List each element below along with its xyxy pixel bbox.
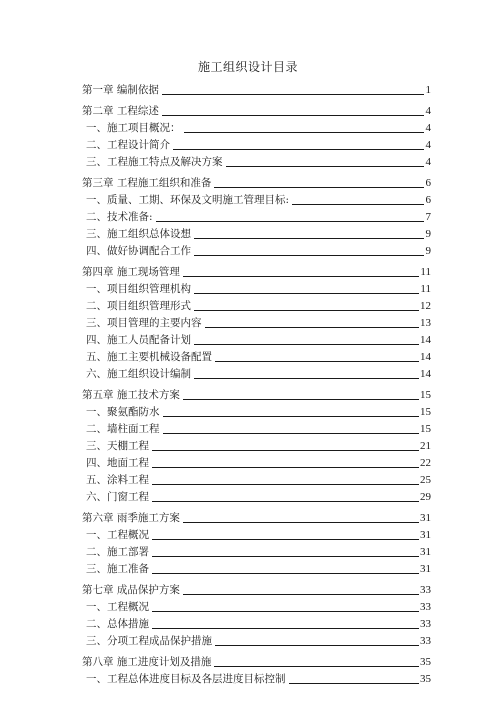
toc-entry-label: 四、施工人员配备计划 (86, 334, 191, 346)
toc-page-number: 35 (420, 673, 431, 685)
toc-leader-line (152, 483, 419, 485)
toc-entry-label: 三、工程施工特点及解决方案 (86, 156, 223, 168)
toc-entry-label: 第四章 施工现场管理 (82, 266, 180, 278)
toc-entry-label: 第一章 编制依据 (82, 84, 159, 96)
toc-section-entry (82, 224, 431, 241)
toc-entry-label: 三、施工准备 (86, 563, 149, 575)
toc-leader-line (226, 165, 425, 167)
toc-leader-line (214, 665, 419, 667)
toc-leader-line (152, 555, 419, 557)
toc-entry-label: 二、墙柱面工程 (86, 423, 160, 435)
toc-entry-label: 第六章 雨季施工方案 (82, 512, 180, 524)
toc-section-entry (82, 135, 431, 152)
toc-page-number: 15 (420, 423, 431, 435)
toc-chapter-entry (82, 173, 431, 190)
toc-page-number: 31 (420, 529, 431, 541)
toc-leader-line (152, 466, 419, 468)
toc-leader-line (152, 627, 419, 629)
toc-section-entry (82, 614, 431, 631)
toc-leader-line (183, 398, 419, 400)
toc-entry-label: 二、技术准备: (86, 211, 153, 223)
toc-page-number: 35 (420, 656, 431, 668)
toc-section-entry (82, 419, 431, 436)
toc-entry-label: 四、地面工程 (86, 457, 149, 469)
toc-leader-line (194, 377, 419, 379)
toc-page-number: 33 (420, 618, 431, 630)
toc-leader-line (292, 203, 424, 205)
toc-section-entry (82, 669, 431, 686)
toc-page-number: 1 (425, 84, 431, 96)
toc-section-entry (82, 190, 431, 207)
toc-section-entry (82, 597, 431, 614)
toc-leader-line (156, 220, 424, 222)
toc-page-number: 9 (425, 245, 431, 257)
toc-leader-line (194, 254, 424, 256)
toc-entry-label: 四、做好协调配合工作 (86, 245, 191, 257)
toc-leader-line (289, 682, 420, 684)
toc-leader-line (183, 521, 419, 523)
toc-leader-line (194, 343, 419, 345)
toc-section-entry (82, 118, 431, 135)
toc-page-number: 14 (420, 351, 431, 363)
toc-page-number: 11 (420, 283, 431, 295)
toc-section-entry (82, 487, 431, 504)
toc-section-entry (82, 453, 431, 470)
toc-chapter-entry (82, 80, 431, 97)
toc-page-number: 31 (420, 512, 431, 524)
toc-page-number: 4 (425, 105, 431, 117)
toc-page-number: 6 (425, 194, 431, 206)
toc-leader-line (214, 186, 424, 188)
toc-page-number: 7 (425, 211, 431, 223)
toc-leader-line (152, 572, 419, 574)
toc-leader-line (215, 644, 419, 646)
toc-section-entry (82, 364, 431, 381)
toc-page-number: 21 (420, 440, 431, 452)
toc-section-entry (82, 207, 431, 224)
toc-entry-label: 一、工程总体进度目标及各层进度目标控制 (86, 673, 286, 685)
toc-page-number: 15 (420, 389, 431, 401)
toc-page-number: 33 (420, 601, 431, 613)
toc-leader-line (162, 114, 424, 116)
toc-leader-line (183, 593, 419, 595)
toc-section-entry (82, 330, 431, 347)
toc-entry-label: 一、工程概况 (86, 529, 149, 541)
toc-entry-label: 五、涂料工程 (86, 474, 149, 486)
toc-entry-label: 三、项目管理的主要内容 (86, 317, 202, 329)
toc-page-number: 14 (420, 368, 431, 380)
toc-leader-line (215, 360, 419, 362)
toc-page-number: 25 (420, 474, 431, 486)
toc-chapter-entry (82, 580, 431, 597)
toc-section-entry (82, 241, 431, 258)
toc-section-entry (82, 631, 431, 648)
toc-chapter-entry (82, 385, 431, 402)
toc-page-number: 4 (425, 122, 431, 134)
toc-page-number: 22 (420, 457, 431, 469)
toc-entry-label: 一、聚氨酯防水 (86, 406, 160, 418)
toc-page-number: 29 (420, 491, 431, 503)
toc-entry-label: 第五章 施工技术方案 (82, 389, 180, 401)
toc-page-number: 13 (420, 317, 431, 329)
toc-section-entry (82, 525, 431, 542)
toc-page-number: 12 (420, 300, 431, 312)
toc-leader-line (183, 275, 420, 277)
toc-entry-label: 六、施工组织设计编制 (86, 368, 191, 380)
toc-page-number: 31 (420, 563, 431, 575)
toc-section-entry (82, 470, 431, 487)
toc-leader-line (162, 93, 424, 95)
toc-entry-label: 第二章 工程综述 (82, 105, 159, 117)
toc-entry-label: 一、施工项目概况： (86, 122, 181, 134)
toc-section-entry (82, 436, 431, 453)
toc-chapter-entry (82, 652, 431, 669)
toc-leader-line (205, 326, 420, 328)
toc-section-entry (82, 313, 431, 330)
document-title: 施工组织设计目录 (197, 60, 298, 74)
toc-chapter-entry (82, 101, 431, 118)
toc-page-number: 31 (420, 546, 431, 558)
toc-entry-label: 六、门窗工程 (86, 491, 149, 503)
toc-leader-line (152, 610, 419, 612)
toc-page-number: 9 (425, 228, 431, 240)
toc-section-entry (82, 347, 431, 364)
toc-page-number: 14 (420, 334, 431, 346)
toc-leader-line (184, 131, 425, 133)
toc-entry-label: 三、施工组织总体设想 (86, 228, 191, 240)
toc-leader-line (194, 292, 419, 294)
toc-leader-line (152, 500, 419, 502)
toc-page-number: 4 (425, 156, 431, 168)
toc-entry-label: 五、施工主要机械设备配置 (86, 351, 212, 363)
toc-section-entry (82, 542, 431, 559)
toc-page-number: 15 (420, 406, 431, 418)
toc-entry-label: 第三章 工程施工组织和准备 (82, 177, 212, 189)
toc-entry-label: 第七章 成品保护方案 (82, 584, 180, 596)
table-of-contents (82, 80, 431, 686)
toc-chapter-entry (82, 262, 431, 279)
toc-page-number: 33 (420, 584, 431, 596)
toc-leader-line (163, 415, 420, 417)
toc-leader-line (163, 432, 420, 434)
toc-leader-line (152, 449, 419, 451)
toc-section-entry (82, 559, 431, 576)
toc-page-number: 6 (425, 177, 431, 189)
toc-section-entry (82, 402, 431, 419)
toc-section-entry (82, 152, 431, 169)
toc-entry-label: 一、项目组织管理机构 (86, 283, 191, 295)
toc-leader-line (194, 237, 424, 239)
toc-entry-label: 一、质量、工期、环保及文明施工管理目标: (86, 194, 290, 206)
toc-page-number: 4 (425, 139, 431, 151)
toc-entry-label: 二、项目组织管理形式 (86, 300, 191, 312)
toc-entry-label: 三、天棚工程 (86, 440, 149, 452)
toc-leader-line (152, 538, 419, 540)
toc-entry-label: 一、工程概况 (86, 601, 149, 613)
toc-leader-line (194, 309, 419, 311)
toc-entry-label: 二、工程设计简介 (86, 139, 170, 151)
toc-leader-line (173, 148, 424, 150)
toc-entry-label: 二、施工部署 (86, 546, 149, 558)
toc-section-entry (82, 279, 431, 296)
toc-entry-label: 三、分项工程成品保护措施 (86, 635, 212, 647)
toc-entry-label: 第八章 施工进度计划及措施 (82, 656, 212, 668)
toc-section-entry (82, 296, 431, 313)
toc-page-number: 11 (420, 266, 431, 278)
toc-entry-label: 二、总体措施 (86, 618, 149, 630)
toc-page-number: 33 (420, 635, 431, 647)
toc-chapter-entry (82, 508, 431, 525)
